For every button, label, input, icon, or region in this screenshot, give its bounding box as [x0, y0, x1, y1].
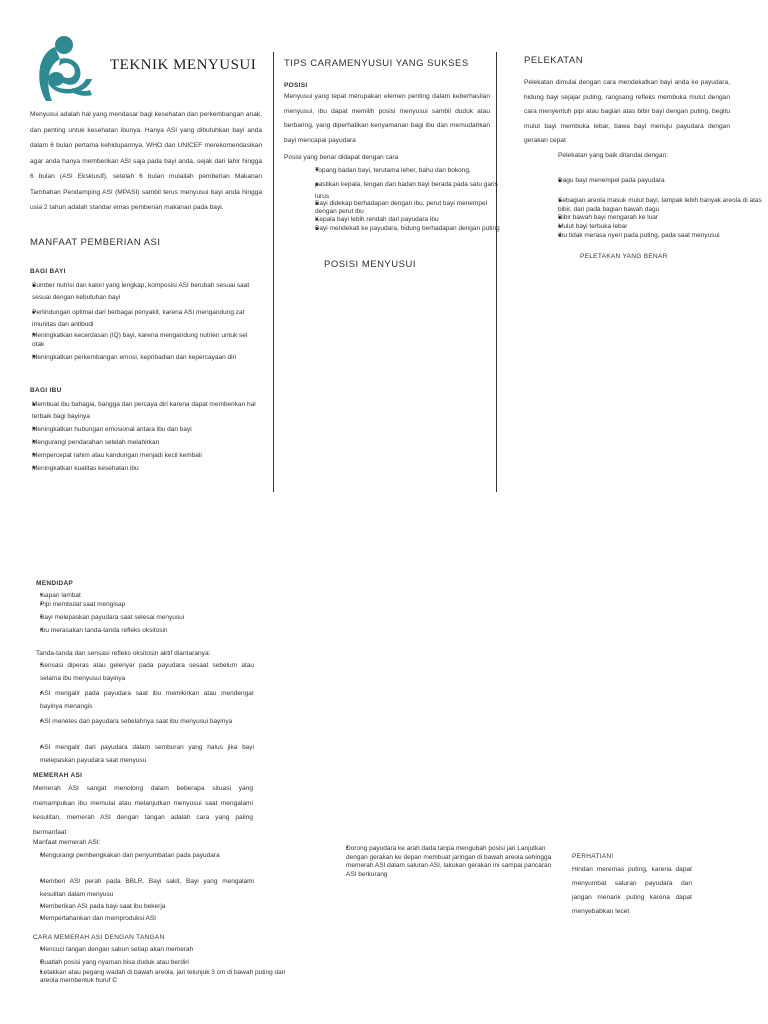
list-item-text: Memberikan ASI pada bayi saat ibu bekerja — [40, 903, 166, 910]
perah-paragraph: Memerah ASI sangat menolong dalam beberapa situasi yang memampukan ibu memulai atau melanjutkan menyusui saat mengalami kesulitan, memerah ASI dengan tangan adalah cara yang paling bermanfaat — [33, 785, 253, 836]
list-item-text: Perlindungan optimal dari berbagai penyakit, karena ASI mengandung zat imunitas dan antibodi — [32, 309, 245, 328]
list-item-text: Dorong payudara ke arah dada tanpa mengubah posisi jari Lanjutkan dengan gerakan ke depan membuat jaringan di bawah areola sehingga memerah ASI dalam saluran ASI, lakukan gerakan ini sampai pancaran ASI berkurang — [346, 845, 552, 878]
list-item — [28, 687, 254, 715]
list-item — [540, 197, 768, 214]
list-item-text: Sumber nutrisi dan kalori yang lengkap, komposisi ASI berubah sesuai saat sesuai dengan kebutuhan bayi — [32, 282, 250, 301]
list-item — [28, 626, 278, 636]
benefits-heading: MANFAAT PEMBERIAN ASI — [30, 237, 161, 248]
warning-paragraph: Hindari meremas puting, karena dapat menyumbat saluran payudara dan jangan menarik puting karena dapat menyebabkan lecet — [572, 866, 692, 915]
list-item — [28, 715, 254, 741]
list-item — [28, 901, 254, 913]
list-item — [18, 465, 258, 478]
list-item — [18, 331, 258, 351]
list-item — [296, 167, 500, 179]
list-item-text: Bayi mendekati ke payudara, hidung berhadapan dengan puting — [315, 225, 500, 232]
list-item — [28, 969, 288, 985]
list-item-text: Isapan lambat — [40, 592, 81, 599]
perah-heading: MEMERAH ASI — [33, 772, 83, 779]
cara-list — [28, 945, 288, 985]
list-item — [18, 280, 258, 307]
list-item-text: Sebagian areola masuk mulut bayi, tampak lebih banyak areola di atas bibir, dari pada bagian bawah dagu — [558, 197, 762, 213]
list-item — [296, 200, 500, 216]
baby-heading: BAGI BAYI — [30, 268, 66, 275]
list-item — [540, 232, 768, 241]
list-item — [540, 214, 768, 223]
mother-heading: BAGI IBU — [30, 387, 62, 394]
list-item-text: Mencuci tangan dengan sabun setiap akan memerah — [40, 946, 194, 953]
list-item-text: Mulut bayi terbuka lebar — [558, 223, 628, 230]
posisi-paragraph: Menyusui yang tepat merupakan elemen penting dalam keberhasilan menyusui, ibu dapat memilih posisi menyusui sambil duduk atau berbaring, yang diperhatikan kenyamanan bagi ibu dan memudahkan bayi mencapai payudara — [284, 93, 490, 144]
oxytocin-list — [28, 659, 254, 767]
list-item-text: pastikan kepala, lengan dan badan bayi berada pada satu garis lurus — [315, 181, 498, 200]
manfaat-list — [28, 850, 254, 924]
list-item-text: Meningkatkan kecerdasan (IQ) bayi, karena mengandung nutrien untuk sel otak — [32, 332, 248, 348]
list-item-text: Meningkatkan hubungan emosional antara ibu dan bayi — [32, 426, 192, 433]
tips-heading: TIPS CARAMENYUSUI YANG SUKSES — [284, 58, 469, 69]
sendawa-heading: MENDIDAP — [36, 580, 74, 587]
good-latch-intro: Pelekatan yang baik ditandai dengan: — [558, 152, 668, 159]
list-item — [18, 399, 258, 426]
list-item-text: Ibu tidak merasa nyeri pada puting, pada saat menyusui — [558, 232, 720, 239]
list-item — [540, 175, 768, 197]
list-item-text: Mempertahankan dan memproduksi ASI — [40, 915, 156, 922]
list-item — [296, 179, 500, 200]
correct-position-intro: Posisi yang benar didapat dengan cara — [284, 154, 399, 161]
list-item — [18, 452, 258, 465]
list-item — [28, 741, 254, 767]
column-divider-1 — [273, 52, 274, 492]
oxytocin-intro: Tanda-tanda dan sensasi refleks oksitosin aktif diantaranya: — [36, 650, 211, 657]
list-item — [28, 913, 254, 924]
mother-benefits-list — [18, 399, 258, 478]
correct-position-list — [296, 167, 500, 233]
list-item — [28, 945, 288, 958]
list-item — [28, 958, 288, 969]
list-item-text: ASI mengalir pada payudara saat ibu memikirkan atau mendengar bayinya menangis — [40, 690, 254, 710]
list-item-text: Bibir bawah bayi mengarah ke luar — [558, 214, 659, 221]
list-item — [18, 426, 258, 439]
list-item — [28, 875, 254, 901]
list-item — [18, 351, 258, 364]
posisi-label: POSISI — [284, 82, 308, 89]
list-item-text: Mengurangi pembengkakan dan penyumbatan pada payudara — [40, 852, 220, 859]
pelekatan-heading: PELEKATAN — [524, 55, 584, 66]
list-item — [330, 845, 560, 879]
list-item-text: Letakkan atau pegang wadah di bawah areola, jari telunjuk 3 cm di bawah puting dan areola membentuk huruf C — [40, 969, 286, 984]
list-item-text: Buatlah posisi yang nyaman bisa duduk atau berdiri — [40, 959, 189, 966]
list-item-text: Meningkatkan kualitas kesehatan ibu — [32, 465, 139, 472]
list-item — [18, 439, 258, 452]
list-item-text: Mempercepat rahim atau kandungan menjadi kecil kembali — [32, 452, 202, 459]
breastfeeding-mother-icon — [26, 35, 104, 105]
position-caption: POSISI MENYUSUI — [324, 259, 416, 270]
list-item — [28, 659, 254, 687]
list-item — [28, 591, 278, 600]
list-item — [540, 223, 768, 232]
list-item-text: Memberi ASI perah pada BBLR, Bayi sakit, Bayi yang mengalami kesulitan dalam menyusu — [40, 878, 254, 898]
list-item-text: Sensasi diperas atau gelenyar pada payudara sesaat sebelum atau selama ibu menyusui bayinya — [40, 662, 254, 682]
list-item — [18, 307, 258, 331]
list-item — [28, 613, 278, 626]
intro-paragraph: Menyusui adalah hal yang mendasar bagi kesehatan dan perkembangan anak, dan penting untuk kesehatan ibunya. Hanya ASI yang dibutuhkan bayi anda dalam 6 bulan pertama kehidupannya, WHO dan UNICEF merekomendasikan agar anda hanya memberikan ASI saja pada bayi anda, sejak dari lahir hingga 6 bulan (ASI Eksklusif), setelah 6 bulan mulailah pemberian Makanan Tambahan Pendamping ASI (MPASI) sambil terus menyusui bayi anda hingga usia 2 tahun adalah standar emas pemberian makanan pada bayi. — [30, 111, 262, 211]
list-item-text: Bayi melepaskan payudara saat selesai menyusui — [40, 614, 185, 621]
list-item — [28, 600, 278, 613]
list-item-text: Meningkatkan perkembangan emosi, kepribadian dan kepercayaan diri — [32, 354, 237, 361]
list-item-text: Membuat ibu bahagia, bangga dan percaya diri karena dapat memberikan hal terbaik bagi bayinya — [32, 401, 256, 420]
correct-latch-caption: PELETAKAN YANG BENAR — [580, 253, 668, 260]
list-item-text: Dagu bayi menempel pada payudara — [558, 177, 665, 184]
list-item-text: Ibu merasakan tanda-tanda refleks oksitosin — [40, 627, 168, 634]
perah-steps-list — [330, 845, 560, 879]
list-item-text: Kepala bayi lebih rendah dari payudara ibu — [315, 216, 439, 223]
cara-heading: CARA MEMERAH ASI DENGAN TANGAN — [33, 934, 165, 941]
good-latch-list — [540, 175, 768, 241]
manfaat-intro: Manfaat memerah ASI: — [33, 839, 101, 846]
sendawa-list — [28, 591, 278, 636]
list-item — [28, 850, 254, 875]
warning-heading: PERHATIAN! — [572, 853, 614, 860]
list-item — [296, 225, 500, 233]
list-item-text: Topang badan bayi, terutama leher, bahu dan bokong, — [315, 167, 471, 174]
list-item-text: ASI menetes dari payudara sebelahnya saat ibu menyusui bayinya — [40, 718, 233, 725]
list-item-text: Mengurangi pendarahan setelah melahirkan — [32, 439, 160, 446]
list-item — [296, 216, 500, 225]
list-item-text: Bayi didekap berhadapan dengan ibu, perut bayi menempel dengan perut ibu — [315, 200, 488, 215]
list-item-text: Pipi membulat saat mengisap — [40, 601, 126, 608]
baby-benefits-list — [18, 280, 258, 364]
list-item-text: ASI mengalir dari payudara dalam semburan yang halus jika bayi melepaskan payudara saat menyusu — [40, 744, 254, 764]
pelekatan-paragraph: Pelekatan dimulai dengan cara mendekatkan bayi anda ke payudara, hidung bayi sejajar puting, rangsang refleks membuka mulut dengan cara menyentuh pipi atau bagian atas bibir bayi dengan puting, begitu mulut bayi membuka lebar, bawa bayi menuju payudara dengan gerakan cepat — [524, 79, 730, 144]
page-title: TEKNIK MENYUSUI — [110, 57, 257, 73]
column-divider-2 — [496, 52, 497, 492]
